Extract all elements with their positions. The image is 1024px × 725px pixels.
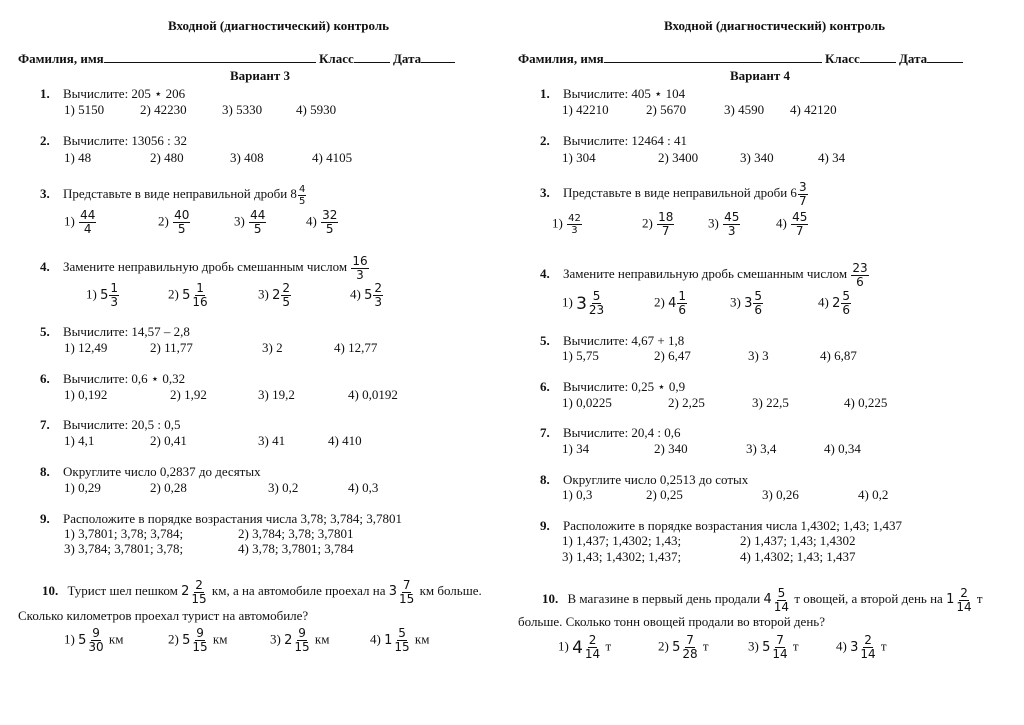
right-q6-option-3[interactable]: 3) 22,5 [752,395,789,410]
question-text: т [976,591,983,606]
question-text: Расположите в порядке возрастания числа 3,78; 3,784; 3,7801 [63,511,403,526]
left-q3 [40,183,307,207]
right-title: Входной (диагностический) контроль [664,18,886,33]
left-name-field[interactable] [104,50,316,63]
left-q1-option-1[interactable]: 1) 5150 [64,102,105,117]
right-q5-option-4[interactable]: 4) 6,87 [820,348,857,363]
question-text: Вычислите: 20,5 : 0,5 [63,417,181,432]
left-name-label: Фамилия, имя [18,51,104,66]
mixed-number: 1 $\frac{2}{14}$ [946,585,972,614]
right-q4-option-4[interactable]: 4) 2 $\frac{5}{6}$ [818,289,851,317]
question-number: 9. [540,518,550,533]
question-number: 6. [40,371,50,386]
right-q4-option-2[interactable]: 2) 4 $\frac{1}{6}$ [654,289,687,317]
left-student-line [18,50,455,66]
question-text: В магазине в первый день продали [567,591,761,606]
left-q1-option-3[interactable]: 3) 5330 [222,102,263,117]
fraction: $\frac{4}{5}$ [298,183,306,207]
right-q3-option-3[interactable]: 3) $\frac{45}{3}$ [708,210,740,238]
right-q4-option-1[interactable]: 1) 3 $\frac{5}{23}$ [562,289,605,317]
left-date-label: Дата [392,51,422,66]
left-q8 [40,464,261,479]
right-q7 [540,425,681,440]
left-date-field[interactable] [421,50,455,63]
left-q8-option-4[interactable]: 4) 0,3 [348,480,379,495]
right-q8 [540,472,748,487]
left-q6-option-3[interactable]: 3) 19,2 [258,387,295,402]
left-q8-option-3[interactable]: 3) 0,2 [268,480,299,495]
left-q6-option-1[interactable]: 1) 0,192 [64,387,108,402]
question-number: 1. [40,86,50,101]
question-text: Вычислите: 0,25 ⋆ 0,9 [563,379,686,394]
left-q10-option-3[interactable]: 3) 2 $\frac{9}{15}$ км [270,626,330,654]
right-q1 [540,86,685,101]
left-q10 [42,578,482,606]
right-q1-option-1[interactable]: 1) 42210 [562,102,609,117]
question-text: Округлите число 0,2837 до десятых [63,464,261,479]
left-q3-option-1[interactable]: 1) $\frac{44}{4}$ [64,208,96,236]
right-q3-option-4[interactable]: 4) $\frac{45}{7}$ [776,210,808,238]
right-q5-option-3[interactable]: 3) 3 [748,348,769,363]
right-variant-label: Вариант 4 [730,68,791,83]
left-q3-option-3[interactable]: 3) $\frac{44}{5}$ [234,208,266,236]
question-text: Вычислите: 205 ⋆ 206 [63,86,186,101]
right-q8-option-2[interactable]: 2) 0,25 [646,487,683,502]
left-q10-option-1[interactable]: 1) 5 $\frac{9}{30}$ км [64,626,124,654]
right-q2-option-3[interactable]: 3) 340 [740,150,774,165]
question-text: Округлите число 0,2513 до сотых [563,472,749,487]
right-q7-option-2[interactable]: 2) 340 [654,441,688,456]
right-q4 [540,262,870,289]
left-q5-option-4[interactable]: 4) 12,77 [334,340,378,355]
mixed-number: 3 $\frac{7}{15}$ [388,577,415,606]
left-q5-option-3[interactable]: 3) 2 [262,340,283,355]
right-q10-option-1[interactable]: 1) 4 $\frac{2}{14}$ т [558,633,612,661]
left-q8-option-2[interactable]: 2) 0,28 [150,480,187,495]
right-date-field[interactable] [927,50,963,63]
right-q2-option-4[interactable]: 4) 34 [818,150,846,165]
right-q2-option-1[interactable]: 1) 304 [562,150,596,165]
fraction: $\frac{3}{7}$ [798,180,807,208]
question-number: 4. [540,266,550,282]
left-q9-option-4[interactable]: 4) 3,78; 3,7801; 3,784 [238,541,354,556]
left-q2-option-1[interactable]: 1) 48 [64,150,92,165]
question-number: 2. [40,133,50,148]
question-number: 1. [540,86,550,101]
right-q6-option-2[interactable]: 2) 2,25 [668,395,705,410]
right-q3-option-1[interactable]: 1) $\frac{42}{3}$ [552,213,581,236]
left-q1-option-4[interactable]: 4) 5930 [296,102,337,117]
left-q2-option-2[interactable]: 2) 480 [150,150,184,165]
mixed-number: 2 $\frac{2}{15}$ [181,577,207,606]
question-text: т овощей, а второй день на [794,591,943,606]
right-q1-option-3[interactable]: 3) 4590 [724,102,765,117]
left-q9-option-2[interactable]: 2) 3,784; 3,78; 3,7801 [238,526,354,541]
left-q3-option-4[interactable]: 4) $\frac{32}{5}$ [306,208,338,236]
left-q9-option-1[interactable]: 1) 3,7801; 3,78; 3,784; [64,526,184,541]
question-text: Расположите в порядке возрастания числа 1,4302; 1,43; 1,437 [563,518,903,533]
question-text: Вычислите: 20,4 : 0,6 [563,425,681,440]
left-q6-option-4[interactable]: 4) 0,0192 [348,387,398,402]
fraction: $\frac{16}{3}$ [352,254,368,282]
left-q2-option-3[interactable]: 3) 408 [230,150,264,165]
question-number: 2. [540,133,550,148]
left-q4-option-4[interactable]: 4) 5 $\frac{2}{3}$ [350,281,383,309]
left-q5 [40,324,190,339]
right-q9-option-1[interactable]: 1) 1,437; 1,4302; 1,43; [562,533,682,548]
left-q7-option-3[interactable]: 3) 41 [258,433,286,448]
left-q2-option-4[interactable]: 4) 4105 [312,150,353,165]
question-text: Вычислите: 13056 : 32 [63,133,188,148]
question-number: 10. [42,583,59,598]
left-q6-option-2[interactable]: 2) 1,92 [170,387,207,402]
right-q6-option-1[interactable]: 1) 0,0225 [562,395,612,410]
question-text: Представьте в виде неправильной дроби 6 [563,185,797,201]
mixed-number: 4 $\frac{5}{14}$ [763,585,790,614]
right-q6 [540,379,685,394]
right-class-label: Класс [824,51,860,66]
question-number: 6. [540,379,550,394]
question-number: 9. [40,511,50,526]
right-class-field[interactable] [860,50,896,63]
question-text: Вычислите: 0,6 ⋆ 0,32 [63,371,186,386]
question-text: Представьте в виде неправильной дроби 8 [63,186,297,201]
question-number: 8. [540,472,550,487]
left-q9 [40,511,402,526]
left-q2 [40,133,187,148]
left-q8-option-1[interactable]: 1) 0,29 [64,480,101,495]
left-q5-option-2[interactable]: 2) 11,77 [150,340,193,355]
right-q2-option-2[interactable]: 2) 3400 [658,150,699,165]
right-q9-option-4[interactable]: 4) 1,4302; 1,43; 1,437 [740,549,856,564]
question-number: 7. [540,425,550,440]
right-name-label: Фамилия, имя [518,51,604,66]
right-q5-option-1[interactable]: 1) 5,75 [562,348,599,363]
right-q5-option-2[interactable]: 2) 6,47 [654,348,691,363]
right-q8-option-4[interactable]: 4) 0,2 [858,487,889,502]
left-q4-option-1[interactable]: 1) 5 $\frac{1}{3}$ [86,281,119,309]
left-q10-option-4[interactable]: 4) 1 $\frac{5}{15}$ км [370,626,430,654]
left-q7 [40,417,181,432]
left-q3-option-2[interactable]: 2) $\frac{40}{5}$ [158,208,190,236]
question-text: Вычислите: 12464 : 41 [563,133,688,148]
right-q9-option-2[interactable]: 2) 1,437; 1,43; 1,4302 [740,533,856,548]
question-number: 8. [40,464,50,479]
left-q7-option-1[interactable]: 1) 4,1 [64,433,95,448]
left-variant-label: Вариант 3 [230,68,291,83]
right-date-label: Дата [898,51,928,66]
right-q10-line2: больше. Сколько тонн овощей продали во второй день? [518,614,825,629]
question-text: Вычислите: 4,67 + 1,8 [563,333,685,348]
right-q3-option-2[interactable]: 2) $\frac{18}{7}$ [642,210,674,238]
right-q7-option-1[interactable]: 1) 34 [562,441,590,456]
right-q3 [540,181,809,208]
fraction: $\frac{23}{6}$ [852,261,868,289]
question-number: 10. [542,591,559,606]
right-q1-option-4[interactable]: 4) 42120 [790,102,837,117]
left-q6 [40,371,185,386]
right-q10-option-2[interactable]: 2) 5 $\frac{7}{28}$ т [658,633,709,661]
question-number: 4. [40,259,50,275]
left-q10-option-2[interactable]: 2) 5 $\frac{9}{15}$ км [168,626,228,654]
left-q1 [40,86,185,101]
right-q10-option-4[interactable]: 4) 3 $\frac{2}{14}$ т [836,633,887,661]
question-text: Турист шел пешком [67,583,178,598]
right-student-line [518,50,963,66]
right-q7-option-3[interactable]: 3) 3,4 [746,441,777,456]
right-q4-option-3[interactable]: 3) 3 $\frac{5}{6}$ [730,289,763,317]
right-q8-option-1[interactable]: 1) 0,3 [562,487,593,502]
left-q1-option-2[interactable]: 2) 42230 [140,102,187,117]
question-number: 5. [40,324,50,339]
question-text: Замените неправильную дробь смешанным числом [563,266,848,282]
question-text: Замените неправильную дробь смешанным числом [63,259,348,275]
left-q4-option-3[interactable]: 3) 2 $\frac{2}{5}$ [258,281,291,309]
question-text: Вычислите: 14,57 – 2,8 [63,324,190,339]
right-q1-option-2[interactable]: 2) 5670 [646,102,687,117]
question-text: км, а на автомобиле проехал на [211,583,386,598]
question-number: 5. [540,333,550,348]
left-q7-option-2[interactable]: 2) 0,41 [150,433,187,448]
left-q10-line2: Сколько километров проехал турист на автомобиле? [18,608,309,623]
question-text: Вычислите: 405 ⋆ 104 [563,86,686,101]
left-q4 [40,255,370,282]
left-class-label: Класс [318,51,354,66]
question-number: 7. [40,417,50,432]
left-class-field[interactable] [354,50,390,63]
left-q9-option-3[interactable]: 3) 3,784; 3,7801; 3,78; [64,541,184,556]
left-title: Входной (диагностический) контроль [168,18,390,33]
right-q10 [542,586,983,614]
right-q5 [540,333,684,348]
right-name-field[interactable] [604,50,822,63]
right-q6-option-4[interactable]: 4) 0,225 [844,395,888,410]
question-text: км больше. [419,583,482,598]
question-number: 3. [540,185,550,201]
right-q7-option-4[interactable]: 4) 0,34 [824,441,861,456]
right-q9 [540,518,902,533]
left-q4-option-2[interactable]: 2) 5 $\frac{1}{16}$ [168,281,208,309]
right-q8-option-3[interactable]: 3) 0,26 [762,487,799,502]
left-q7-option-4[interactable]: 4) 410 [328,433,362,448]
left-q5-option-1[interactable]: 1) 12,49 [64,340,108,355]
question-number: 3. [40,186,50,201]
right-q9-option-3[interactable]: 3) 1,43; 1,4302; 1,437; [562,549,682,564]
right-q10-option-3[interactable]: 3) 5 $\frac{7}{14}$ т [748,633,799,661]
right-q2 [540,133,687,148]
